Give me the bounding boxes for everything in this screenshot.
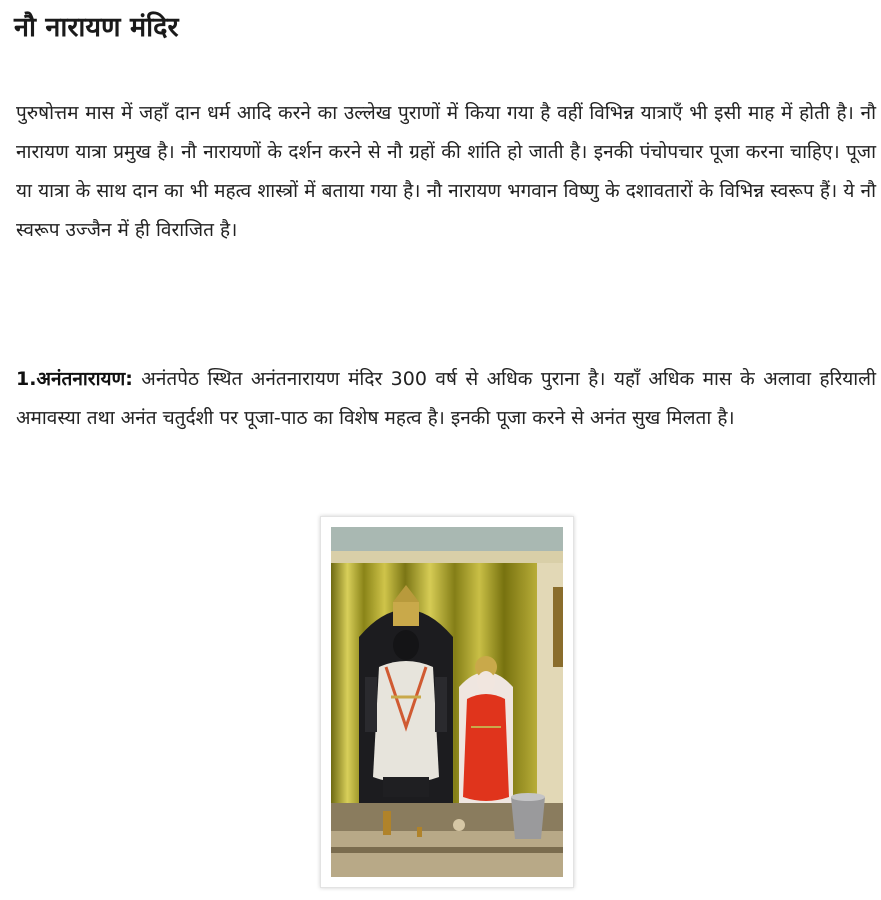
section-heading: 1.अनंतनारायण: xyxy=(16,368,133,390)
section-anantnarayan xyxy=(16,360,876,438)
section-text: अनंतपेठ स्थित अनंतनारायण मंदिर 300 वर्ष से अधिक पुराना है। यहाँ अधिक मास के अलावा हरियाली अमावस्या तथा अनंत चतुर्दशी पर पूजा-पाठ का विशेष महत्व है। इनकी पूजा करने से अनंत सुख मिलता है। xyxy=(16,368,876,429)
intro-paragraph: पुरुषोत्तम मास में जहाँ दान धर्म आदि करने का उल्लेख पुराणों में किया गया है वहीं विभिन्न यात्राएँ भी इसी माह में होती है। नौ नारायण यात्रा प्रमुख है। नौ नारायणों के दर्शन करने से नौ ग्रहों की शांति हो जाती है। इनकी पंचोपचार पूजा करना चाहिए। पूजा या यात्रा के साथ दान का भी महत्व शास्त्रों में बताया गया है। नौ नारायण भगवान विष्णु के दशावतारों के विभिन्न स्वरूप हैं। ये नौ स्वरूप उज्जैन में ही विराजित है। xyxy=(16,102,876,241)
page-title: नौ नारायण मंदिर xyxy=(14,12,179,43)
temple-idols-image xyxy=(331,527,563,877)
temple-photo xyxy=(320,516,574,888)
